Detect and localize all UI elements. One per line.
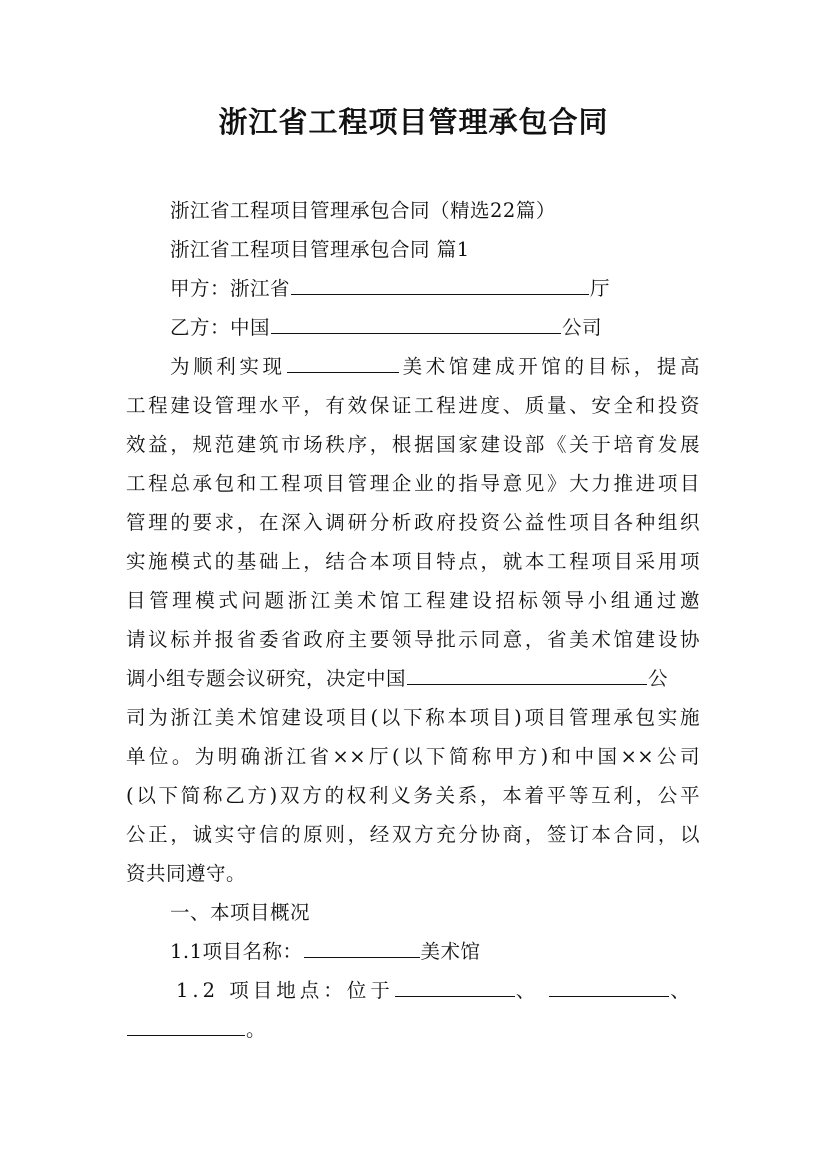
para1-line1-prefix: 为顺利实现 [170,355,286,378]
para1-line10: 司为浙江美术馆建设项目(以下称本项目)项目管理承包实施 [126,706,700,729]
para1-line5: 管理的要求，在深入调研分析政府投资公益性项目各种组织 [126,511,700,534]
item-1-1 [170,937,481,967]
party-a-line [170,274,610,304]
company-name-blank [407,664,647,685]
item-1-2-end: 。 [246,1018,267,1041]
para1-line2: 工程建设管理水平，有效保证工程进度、质量、安全和投资 [126,394,700,417]
party-a-suffix: 厅 [590,277,611,300]
para1-line8: 请议标并报省委省政府主要领导批示同意，省美术馆建设协 [126,628,700,651]
para1-line3: 效益，规范建筑市场秩序，根据国家建设部《关于培育发展 [126,433,700,456]
item-1-2-sep-1: 、 [515,979,540,1002]
item-1-2-sep-2: 、 [670,979,694,1002]
item-1-1-label: 1.1项目名称： [170,940,303,963]
para1-line6: 实施模式的基础上，结合本项目特点，就本工程项目采用项 [126,550,700,573]
para1-line12: (以下简称乙方)双方的权利义务关系，本着平等互利，公平 [126,784,700,807]
para1-line9-prefix: 调小组专题会议研究，决定中国 [126,667,407,690]
document-subtitle: 浙江省工程项目管理承包合同（精选22篇） [170,199,556,222]
section-title: 浙江省工程项目管理承包合同 篇1 [170,238,470,261]
para1-line9 [126,664,700,694]
party-b-suffix: 公司 [562,316,603,339]
para1-line9-suffix: 公 [648,667,669,690]
party-a-blank [291,274,589,295]
item-1-2-blank-2 [549,976,669,997]
item-1-2-label: 1.2 项目地点：位于 [176,979,394,1002]
item-1-1-suffix: 美术馆 [420,940,481,963]
party-b-label: 乙方：中国 [170,316,271,339]
item-1-2-continued [126,1015,266,1045]
document-title: 浙江省工程项目管理承包合同 [218,105,609,139]
para1-line1-suffix: 美术馆建成开馆的目标，提高 [399,355,700,378]
item-1-2-blank-3 [127,1015,245,1036]
heading-1: 一、本项目概况 [170,901,311,924]
item-1-2 [176,976,694,1006]
party-b-line [170,313,602,343]
item-1-1-blank [304,937,420,958]
party-a-label: 甲方：浙江省 [170,277,291,300]
para1-line11: 单位。为明确浙江省××厅(以下简称甲方)和中国××公司 [126,745,700,768]
para1-line1 [170,352,700,382]
para1-line13: 公正，诚实守信的原则，经双方充分协商，签订本合同，以 [126,823,700,846]
party-b-blank [271,313,561,334]
para1-line7: 目管理模式问题浙江美术馆工程建设招标领导小组通过邀 [126,589,700,612]
project-name-blank [287,352,399,373]
para1-line4: 工程总承包和工程项目管理企业的指导意见》大力推进项目 [126,472,700,495]
para1-line14: 资共同遵守。 [126,862,247,885]
item-1-2-blank-1 [395,976,515,997]
